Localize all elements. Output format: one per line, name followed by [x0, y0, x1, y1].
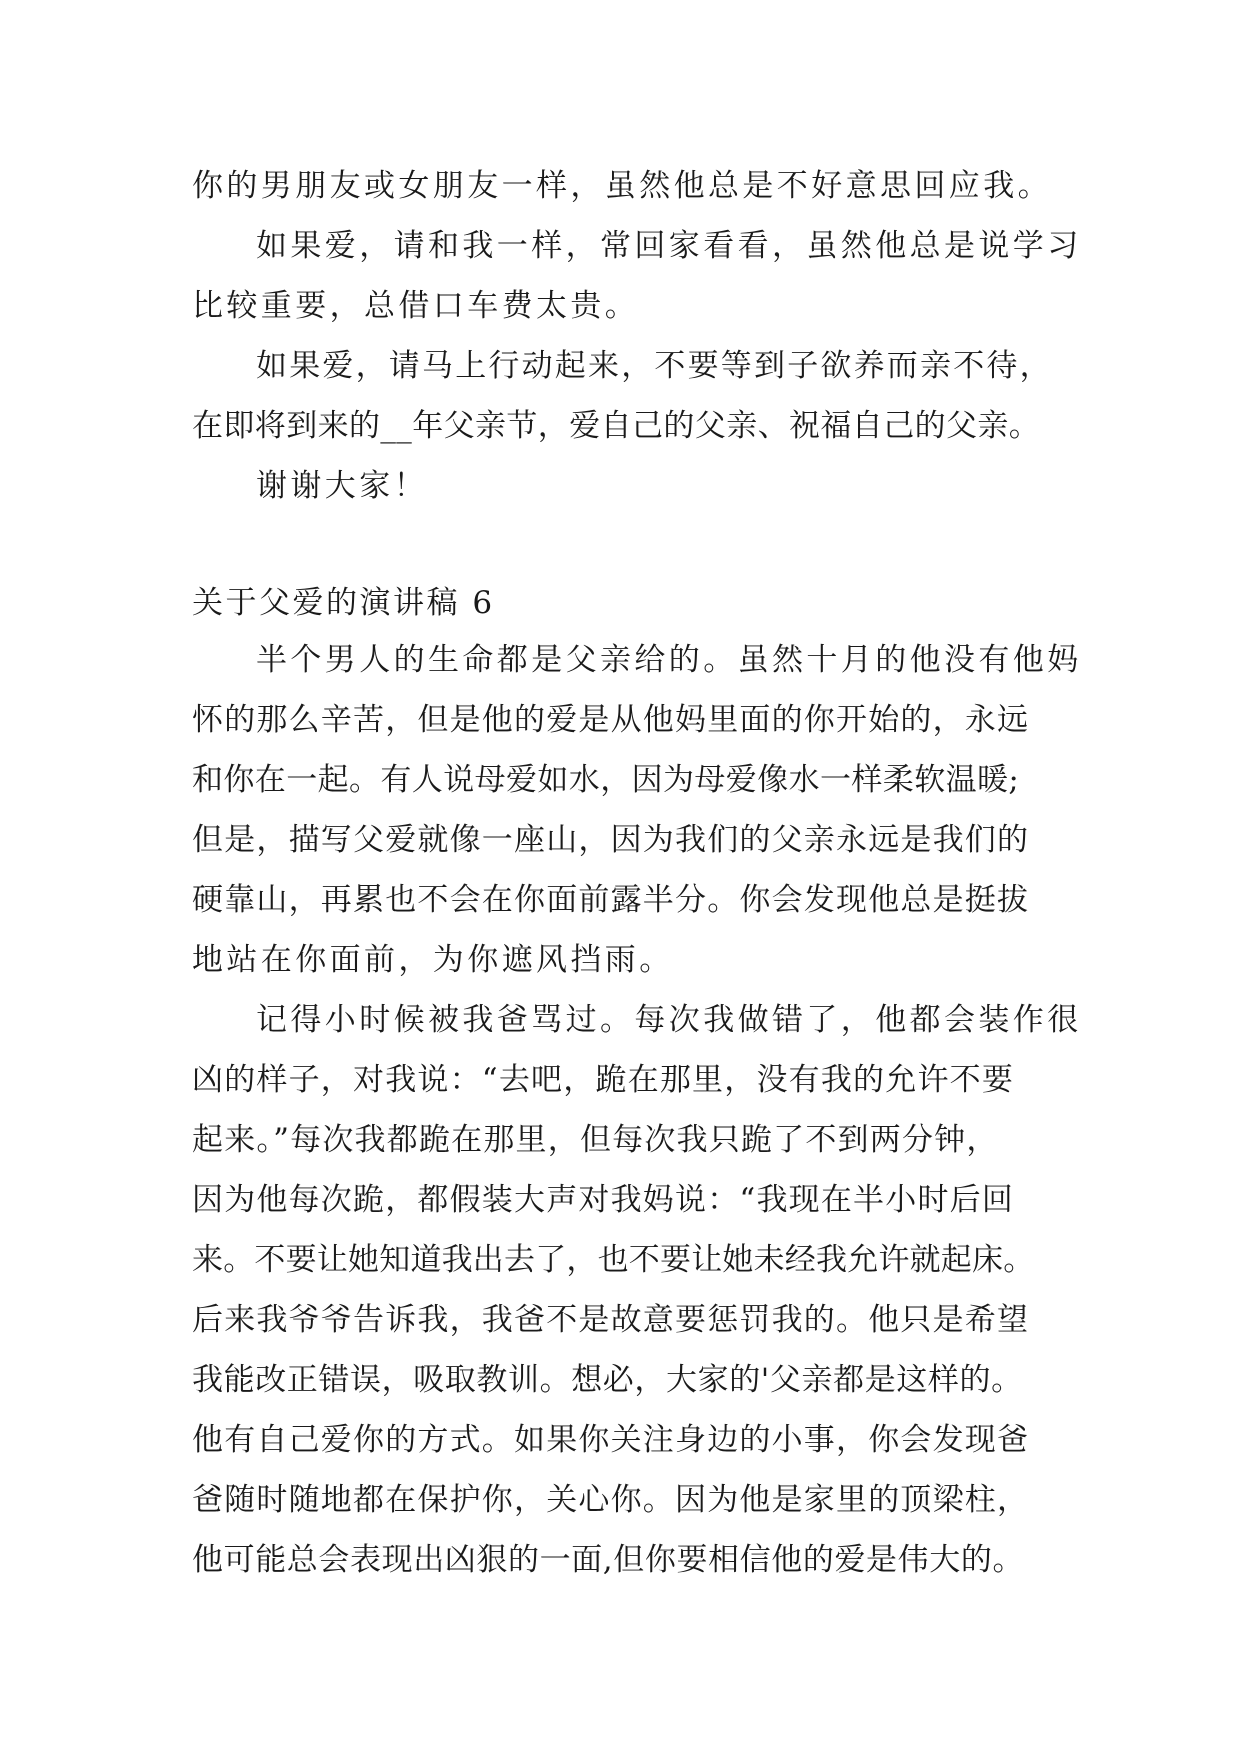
text-line: 如果爱，请马上行动起来，不要等到子欲养而亲不待，: [256, 348, 1053, 384]
text-line: 我能改正错误，吸取教训。想必，大家的'父亲都是这样的。: [192, 1362, 1023, 1398]
text-line: 爸随时随地都在保护你，关心你。因为他是家里的顶梁柱，: [192, 1482, 1030, 1518]
text-line: 比较重要，总借口车费太贵。: [192, 288, 640, 324]
text-line: 他可能总会表现出凶狠的一面,但你要相信他的爱是伟大的。: [192, 1542, 1025, 1578]
text-line: 你的男朋友或女朋友一样，虽然他总是不好意思回应我。: [192, 168, 1052, 204]
text-line: 来。不要让她知道我出去了，也不要让她未经我允许就起床。: [192, 1242, 1035, 1278]
text-line: 如果爱，请和我一样，常回家看看，虽然他总是说学习: [256, 228, 1082, 264]
text-line: 他有自己爱你的方式。如果你关注身边的小事，你会发现爸: [192, 1422, 1030, 1458]
text-line: 因为他每次跪，都假装大声对我妈说：“我现在半小时后回: [192, 1182, 1015, 1218]
text-line: 怀的那么辛苦，但是他的爱是从他妈里面的你开始的，永远: [192, 702, 1030, 738]
text-line: 硬靠山，再累也不会在你面前露半分。你会发现他总是挺拔: [192, 882, 1030, 918]
text-line: 但是，描写父爱就像一座山，因为我们的父亲永远是我们的: [192, 822, 1030, 858]
section-title: 关于父爱的演讲稿 6: [192, 585, 495, 621]
text-line: 后来我爷爷告诉我，我爸不是故意要惩罚我的。他只是希望: [192, 1302, 1030, 1338]
text-line: 凶的样子，对我说：“去吧，跪在那里，没有我的允许不要: [192, 1062, 1015, 1098]
text-line: 起来。”每次我都跪在那里，但每次我只跪了不到两分钟，: [192, 1122, 999, 1158]
text-line: 在即将到来的__年父亲节，爱自己的父亲、祝福自己的父亲。: [192, 408, 1041, 444]
text-line: 地站在你面前，为你遮风挡雨。: [192, 942, 674, 978]
text-line: 半个男人的生命都是父亲给的。虽然十月的他没有他妈: [256, 642, 1082, 678]
text-line: 和你在一起。有人说母爱如水，因为母爱像水一样柔软温暖;: [192, 762, 1020, 798]
text-line: 记得小时候被我爸骂过。每次我做错了，他都会装作很: [256, 1002, 1082, 1038]
text-line: 谢谢大家！: [256, 468, 428, 504]
